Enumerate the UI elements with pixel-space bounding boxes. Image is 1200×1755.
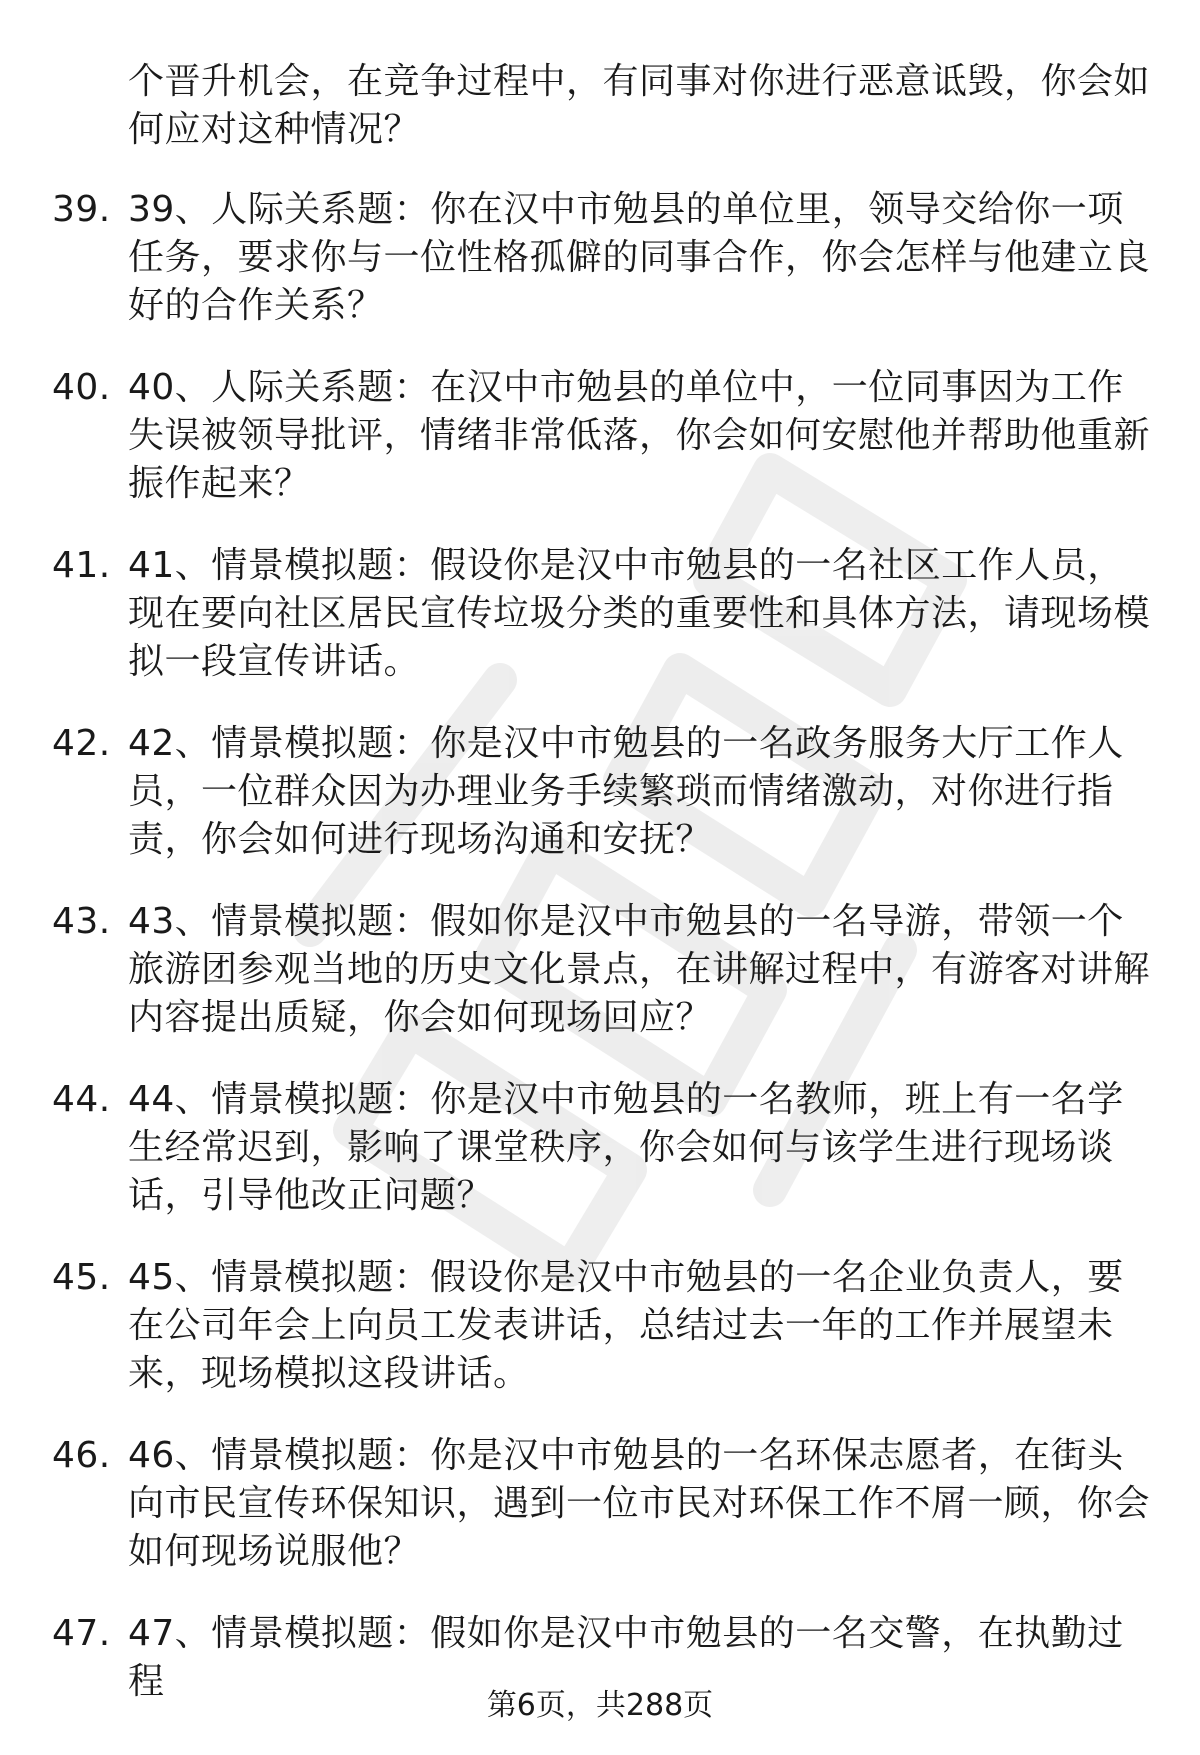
question-text: 45、情景模拟题：假设你是汉中市勉县的一名企业负责人，要在公司年会上向员工发表讲话，总结过去一年的工作并展望未来，现场模拟这段讲话。 [128,1257,1124,1394]
page-footer: 第6页，共288页 [486,1688,714,1723]
list-item [0,1432,1200,1576]
document-body [0,58,1200,1740]
question-text: 42、情景模拟题：你是汉中市勉县的一名政务服务大厅工作人员，一位群众因为办理业务手续繁琐而情绪激动，对你进行指责，你会如何进行现场沟通和安抚？ [128,723,1124,860]
list-item [0,542,1200,686]
question-number: 46. [52,1435,111,1476]
continued-question-text: 个晋升机会，在竞争过程中，有同事对你进行恶意诋毁，你会如何应对这种情况？ [128,61,1151,150]
question-text: 46、情景模拟题：你是汉中市勉县的一名环保志愿者，在街头向市民宣传环保知识，遇到一位市民对环保工作不屑一顾，你会如何现场说服他？ [128,1435,1151,1572]
question-text: 41、情景模拟题：假设你是汉中市勉县的一名社区工作人员，现在要向社区居民宣传垃圾分类的重要性和具体方法，请现场模拟一段宣传讲话。 [128,545,1151,682]
question-number: 43. [52,901,111,942]
question-text: 40、人际关系题：在汉中市勉县的单位中，一位同事因为工作失误被领导批评，情绪非常低落，你会如何安慰他并帮助他重新振作起来？ [128,367,1151,504]
question-number: 47. [52,1613,111,1654]
question-number: 44. [52,1079,111,1120]
question-text: 43、情景模拟题：假如你是汉中市勉县的一名导游，带领一个旅游团参观当地的历史文化景点，在讲解过程中，有游客对讲解内容提出质疑，你会如何现场回应？ [128,901,1151,1038]
question-text: 47、情景模拟题：假如你是汉中市勉县的一名交警，在执勤过程 [128,1613,1124,1702]
question-number: 45. [52,1257,111,1298]
list-item [0,898,1200,1042]
question-text: 39、人际关系题：你在汉中市勉县的单位里，领导交给你一项任务，要求你与一位性格孤僻的同事合作，你会怎样与他建立良好的合作关系？ [128,189,1151,326]
list-item [0,720,1200,864]
list-item [0,364,1200,508]
question-number: 42. [52,723,111,764]
question-number: 40. [52,367,111,408]
question-number: 41. [52,545,111,586]
question-text: 44、情景模拟题：你是汉中市勉县的一名教师，班上有一名学生经常迟到，影响了课堂秩序，你会如何与该学生进行现场谈话，引导他改正问题？ [128,1079,1124,1216]
list-item [0,1254,1200,1398]
question-number: 39. [52,189,111,230]
list-item [0,186,1200,330]
list-item [0,1076,1200,1220]
